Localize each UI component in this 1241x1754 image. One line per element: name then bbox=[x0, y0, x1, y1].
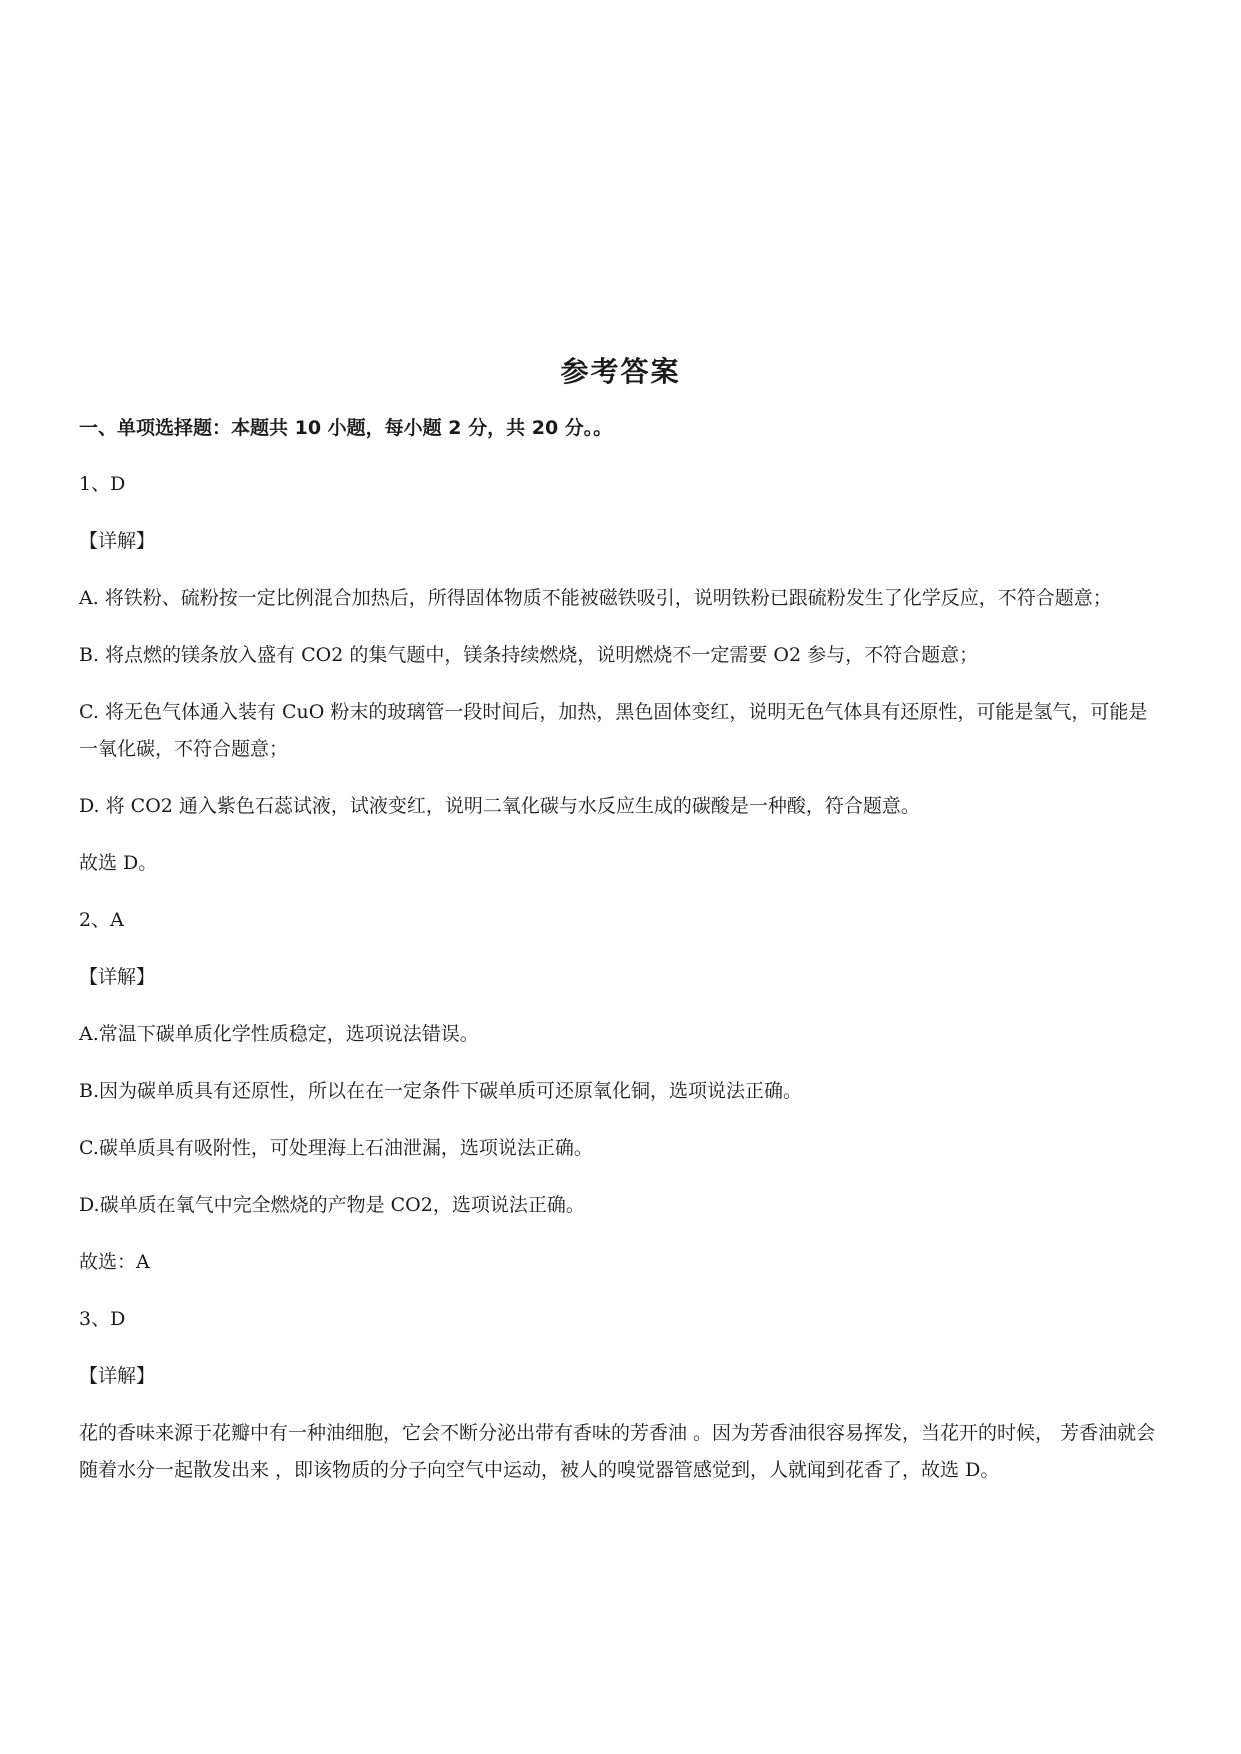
explanation-q2-d: D.碳单质在氧气中完全燃烧的产物是 CO2，选项说法正确。 bbox=[79, 1194, 585, 1216]
detail-label-q2: 【详解】 bbox=[79, 966, 156, 988]
answer-line-q3: 3、D bbox=[79, 1308, 126, 1330]
detail-label-q3: 【详解】 bbox=[79, 1365, 156, 1387]
answer-content bbox=[79, 466, 1161, 1509]
explanation-q1-b: B. 将点燃的镁条放入盛有 CO2 的集气题中，镁条持续燃烧，说明燃烧不一定需要 O2 参与，不符合题意； bbox=[79, 644, 979, 666]
explanation-q2-c: C.碳单质具有吸附性，可处理海上石油泄漏，选项说法正确。 bbox=[79, 1137, 593, 1159]
explanation-q1-d: D. 将 CO2 通入紫色石蕊试液，试液变红，说明二氧化碳与水反应生成的碳酸是一种酸，符合题意。 bbox=[79, 795, 920, 817]
explanation-q1-a: A. 将铁粉、硫粉按一定比例混合加热后，所得固体物质不能被磁铁吸引，说明铁粉已跟硫粉发生了化学反应，不符合题意； bbox=[79, 587, 1112, 609]
detail-label-q1: 【详解】 bbox=[79, 530, 156, 552]
explanation-q1-c: C. 将无色气体通入装有 CuO 粉末的玻璃管一段时间后，加热，黑色固体变红，说明无色气体具有还原性，可能是氢气，可能是一氧化碳，不符合题意； bbox=[79, 701, 1148, 760]
answer-line-q2: 2、A bbox=[79, 909, 124, 931]
conclusion-q2: 故选：A bbox=[79, 1251, 150, 1273]
explanation-q3: 花的香味来源于花瓣中有一种油细胞，它会不断分泌出带有香味的芳香油 。因为芳香油很容易挥发，当花开的时候， 芳香油就会随着水分一起散发出来 ，即该物质的分子向空气中运动，被人的嗅觉器管感觉到，人就闻到花香了，故选 D。 bbox=[79, 1422, 1156, 1481]
conclusion-q1: 故选 D。 bbox=[79, 852, 158, 874]
answer-line-q1: 1、D bbox=[79, 473, 126, 495]
page-title: 参考答案 bbox=[560, 355, 681, 388]
section-heading: 一、单项选择题：本题共 10 小题，每小题 2 分，共 20 分。。 bbox=[79, 417, 613, 439]
explanation-q2-a: A.常温下碳单质化学性质稳定，选项说法错误。 bbox=[79, 1023, 479, 1045]
explanation-q2-b: B.因为碳单质具有还原性，所以在在一定条件下碳单质可还原氧化铜，选项说法正确。 bbox=[79, 1080, 803, 1102]
